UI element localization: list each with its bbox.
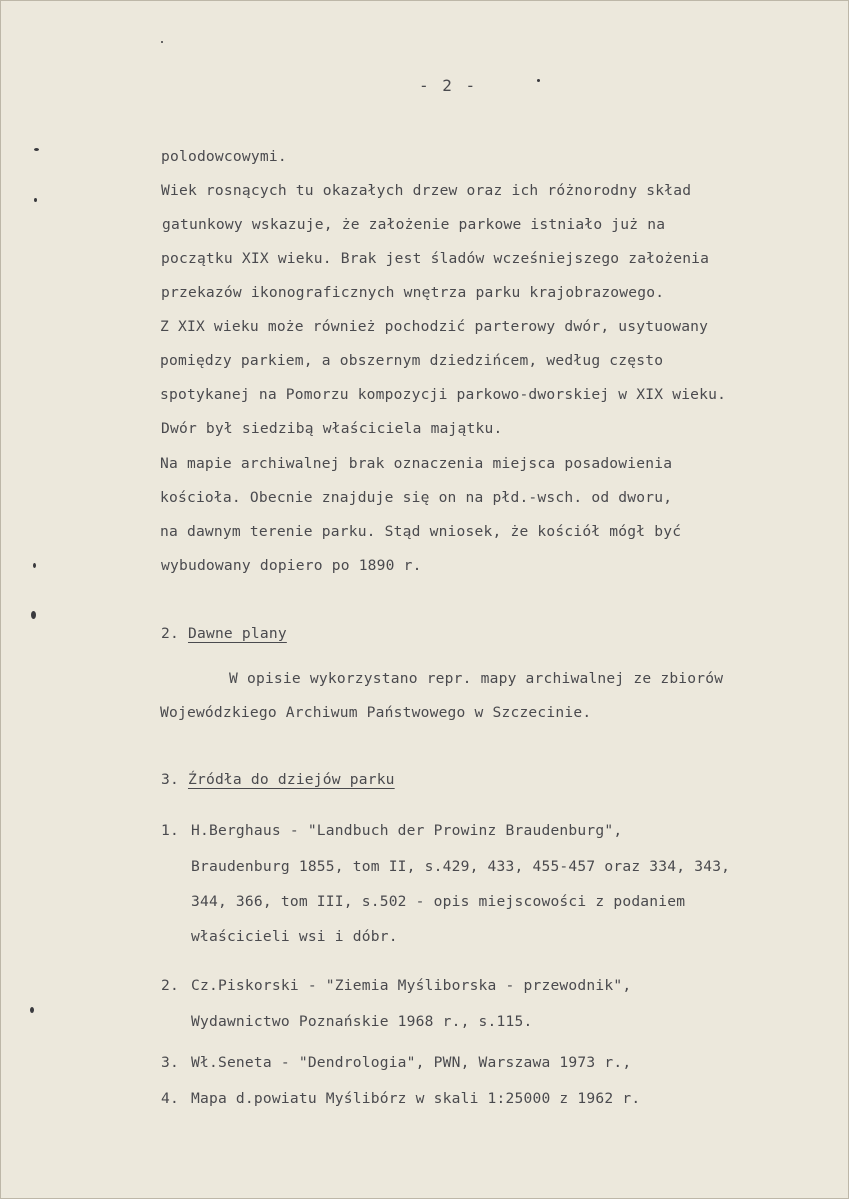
paper-speck bbox=[537, 79, 540, 82]
text-line: Wiek rosnących tu okazałych drzew oraz ich różnorodny skład bbox=[161, 182, 692, 199]
text-line: Braudenburg 1855, tom II, s.429, 433, 455-457 oraz 334, 343, bbox=[191, 858, 731, 875]
paper-speck bbox=[30, 1007, 34, 1013]
section-number: 3. bbox=[161, 771, 179, 788]
text-line: przekazów ikonograficznych wnętrza parku krajobrazowego. bbox=[161, 284, 665, 301]
page-number: - 2 - bbox=[419, 76, 478, 95]
text-line: wybudowany dopiero po 1890 r. bbox=[161, 557, 422, 574]
paper-speck bbox=[34, 198, 37, 202]
text-line: pomiędzy parkiem, a obszernym dziedzińcem, według często bbox=[160, 352, 664, 369]
text-line: polodowcowymi. bbox=[161, 148, 287, 165]
text-line: Wojewódzkiego Archiwum Państwowego w Szczecinie. bbox=[160, 704, 592, 721]
section-heading bbox=[161, 770, 395, 790]
paper-speck bbox=[31, 611, 36, 619]
paper-speck bbox=[34, 148, 39, 151]
paper-speck bbox=[33, 563, 36, 568]
text-line: Z XIX wieku może również pochodzić parterowy dwór, usytuowany bbox=[160, 318, 709, 335]
text-line: Wł.Seneta - "Dendrologia", PWN, Warszawa 1973 r., bbox=[191, 1054, 632, 1071]
text-line: H.Berghaus - "Landbuch der Prowinz Braudenburg", bbox=[191, 822, 623, 839]
text-line: gatunkowy wskazuje, że założenie parkowe istniało już na bbox=[162, 216, 666, 233]
section-heading bbox=[161, 624, 287, 644]
text-line: 344, 366, tom III, s.502 - opis miejscowości z podaniem bbox=[191, 893, 686, 910]
section-number: 2. bbox=[161, 625, 179, 642]
section-title: Źródła do dziejów parku bbox=[187, 771, 395, 788]
text-line: Dwór był siedzibą właściciela majątku. bbox=[161, 420, 503, 437]
item-number: 1. bbox=[161, 822, 179, 839]
paper-speck bbox=[161, 41, 163, 43]
text-line: Mapa d.powiatu Myślibórz w skali 1:25000 z 1962 r. bbox=[191, 1090, 641, 1107]
item-number: 2. bbox=[161, 977, 179, 994]
text-line: na dawnym terenie parku. Stąd wniosek, że kościół mógł być bbox=[160, 523, 682, 540]
text-line: właścicieli wsi i dóbr. bbox=[191, 928, 398, 945]
item-number: 3. bbox=[161, 1054, 179, 1071]
text-line: początku XIX wieku. Brak jest śladów wcześniejszego założenia bbox=[161, 250, 710, 267]
text-line: spotykanej na Pomorzu kompozycji parkowo-dworskiej w XIX wieku. bbox=[160, 386, 727, 403]
text-line: Na mapie archiwalnej brak oznaczenia miejsca posadowienia bbox=[160, 455, 673, 472]
text-line: W opisie wykorzystano repr. mapy archiwalnej ze zbiorów bbox=[229, 670, 724, 687]
text-line: Wydawnictwo Poznańskie 1968 r., s.115. bbox=[191, 1013, 533, 1030]
section-title: Dawne plany bbox=[187, 625, 287, 642]
text-line: kościoła. Obecnie znajduje się on na płd.-wsch. od dworu, bbox=[160, 489, 673, 506]
text-line: Cz.Piskorski - "Ziemia Myśliborska - przewodnik", bbox=[191, 977, 632, 994]
item-number: 4. bbox=[161, 1090, 179, 1107]
